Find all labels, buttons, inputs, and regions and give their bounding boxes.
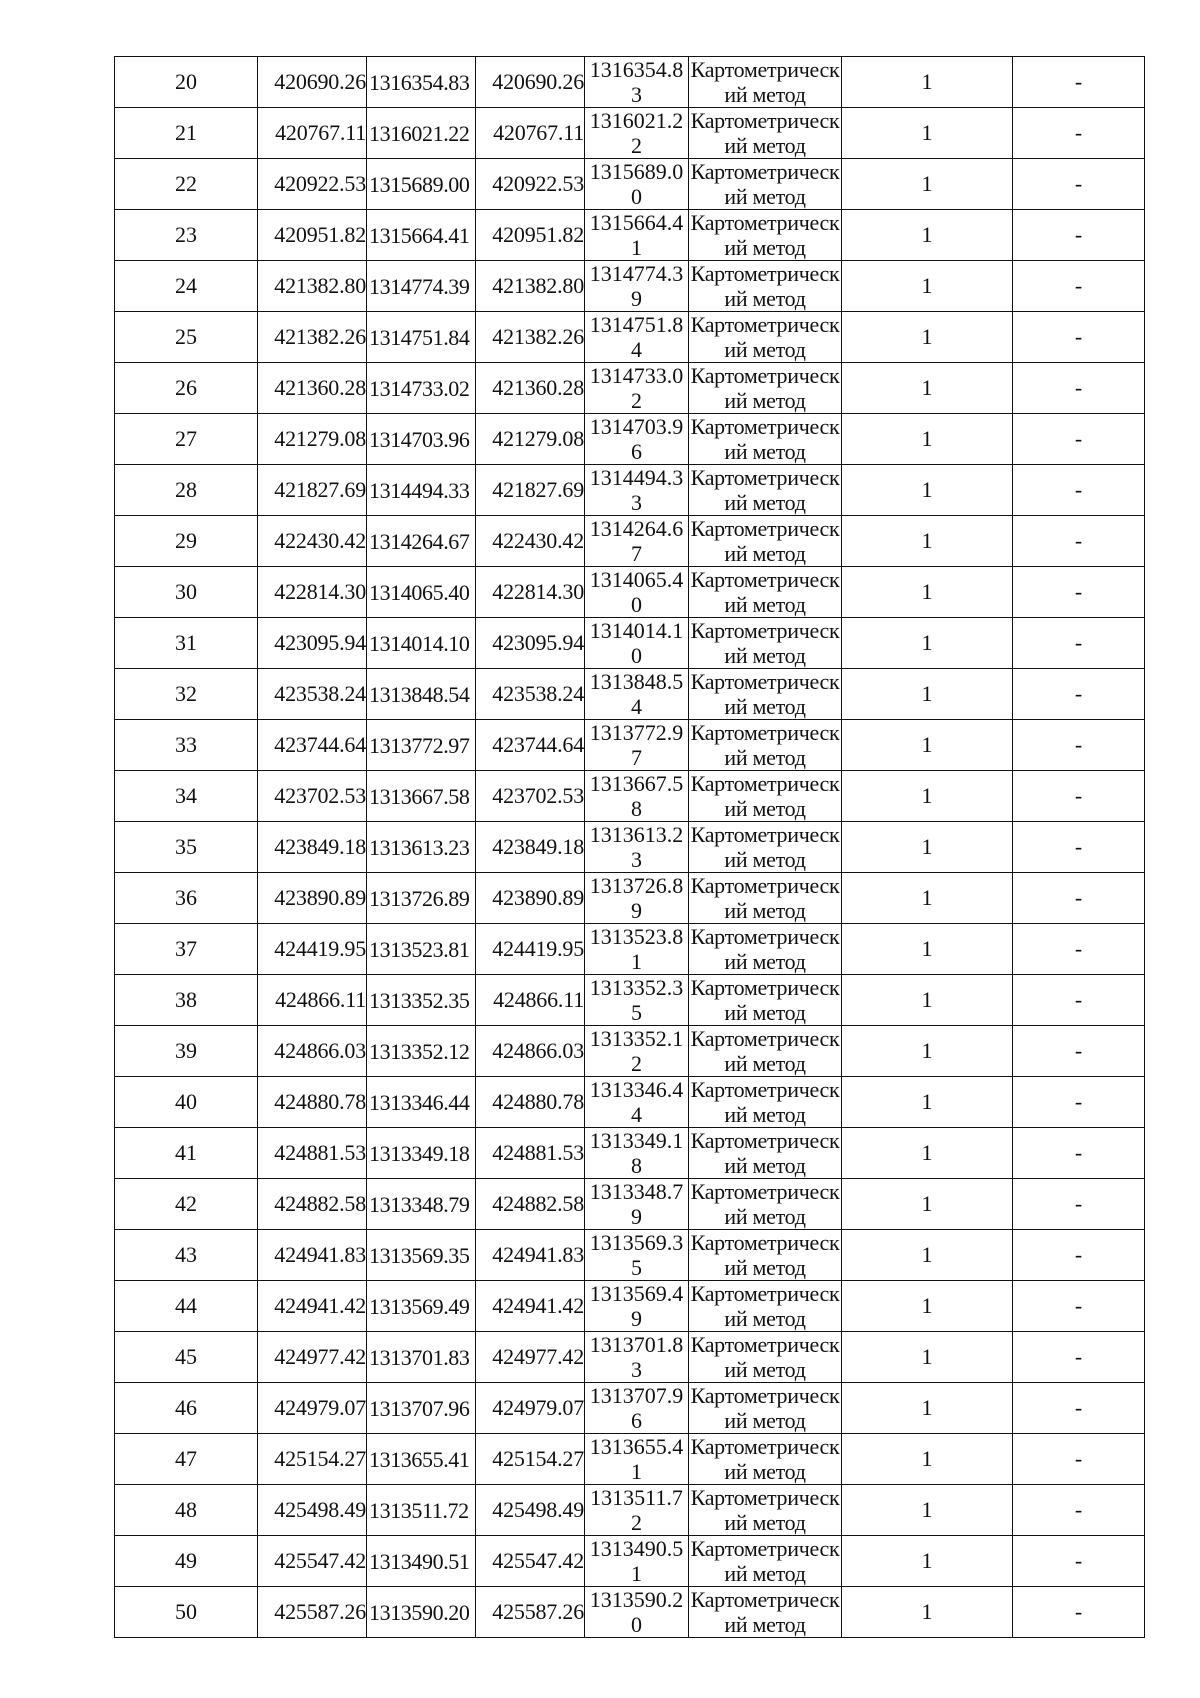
- specified-x-cell: 422430.42: [476, 516, 585, 567]
- table-row: [115, 1128, 1145, 1179]
- accuracy-cell: 1: [842, 1281, 1013, 1332]
- specified-y-cell: 1315689.00: [585, 159, 689, 210]
- note-cell: -: [1013, 108, 1145, 159]
- accuracy-cell: 1: [842, 1332, 1013, 1383]
- existing-y-cell: 1314264.67: [367, 516, 476, 567]
- existing-y-cell: 1313667.58: [367, 771, 476, 822]
- method-cell: Картометрический метод: [689, 1179, 842, 1230]
- existing-y-cell: 1314751.84: [367, 312, 476, 363]
- point-number-cell: 23: [115, 210, 258, 261]
- table-row: [115, 312, 1145, 363]
- table-row: [115, 720, 1145, 771]
- existing-y-cell: 1314733.02: [367, 363, 476, 414]
- existing-y-cell: 1316354.83: [367, 57, 476, 108]
- specified-y-cell: 1313667.58: [585, 771, 689, 822]
- existing-x-cell: 424979.07: [258, 1383, 367, 1434]
- point-number-cell: 29: [115, 516, 258, 567]
- point-number-cell: 33: [115, 720, 258, 771]
- point-number-cell: 28: [115, 465, 258, 516]
- point-number-cell: 20: [115, 57, 258, 108]
- existing-x-cell: 424866.11: [258, 975, 367, 1026]
- existing-y-cell: 1314494.33: [367, 465, 476, 516]
- specified-x-cell: 423702.53: [476, 771, 585, 822]
- method-cell: Картометрический метод: [689, 414, 842, 465]
- accuracy-cell: 1: [842, 312, 1013, 363]
- note-cell: -: [1013, 465, 1145, 516]
- method-cell: Картометрический метод: [689, 720, 842, 771]
- method-cell: Картометрический метод: [689, 1026, 842, 1077]
- existing-y-cell: 1314014.10: [367, 618, 476, 669]
- specified-x-cell: 424941.83: [476, 1230, 585, 1281]
- existing-x-cell: 423744.64: [258, 720, 367, 771]
- note-cell: -: [1013, 1077, 1145, 1128]
- method-cell: Картометрический метод: [689, 516, 842, 567]
- method-cell: Картометрический метод: [689, 312, 842, 363]
- point-number-cell: 26: [115, 363, 258, 414]
- note-cell: -: [1013, 1434, 1145, 1485]
- accuracy-cell: 1: [842, 159, 1013, 210]
- existing-y-cell: 1315689.00: [367, 159, 476, 210]
- specified-y-cell: 1313655.41: [585, 1434, 689, 1485]
- table-row: [115, 261, 1145, 312]
- method-cell: Картометрический метод: [689, 771, 842, 822]
- method-cell: Картометрический метод: [689, 1230, 842, 1281]
- existing-y-cell: 1313569.49: [367, 1281, 476, 1332]
- existing-x-cell: 421360.28: [258, 363, 367, 414]
- point-number-cell: 44: [115, 1281, 258, 1332]
- table-row: [115, 1536, 1145, 1587]
- existing-x-cell: 424880.78: [258, 1077, 367, 1128]
- note-cell: -: [1013, 618, 1145, 669]
- method-cell: Картометрический метод: [689, 1536, 842, 1587]
- specified-y-cell: 1314703.96: [585, 414, 689, 465]
- specified-y-cell: 1313352.12: [585, 1026, 689, 1077]
- table-row: [115, 210, 1145, 261]
- existing-y-cell: 1313613.23: [367, 822, 476, 873]
- specified-y-cell: 1313726.89: [585, 873, 689, 924]
- point-number-cell: 30: [115, 567, 258, 618]
- specified-y-cell: 1313349.18: [585, 1128, 689, 1179]
- existing-y-cell: 1313352.35: [367, 975, 476, 1026]
- specified-x-cell: 421360.28: [476, 363, 585, 414]
- specified-x-cell: 424881.53: [476, 1128, 585, 1179]
- accuracy-cell: 1: [842, 567, 1013, 618]
- note-cell: -: [1013, 1281, 1145, 1332]
- specified-y-cell: 1314733.02: [585, 363, 689, 414]
- existing-y-cell: 1314703.96: [367, 414, 476, 465]
- point-number-cell: 48: [115, 1485, 258, 1536]
- method-cell: Картометрический метод: [689, 261, 842, 312]
- point-number-cell: 38: [115, 975, 258, 1026]
- specified-x-cell: 423890.89: [476, 873, 585, 924]
- specified-y-cell: 1313707.96: [585, 1383, 689, 1434]
- accuracy-cell: 1: [842, 108, 1013, 159]
- point-number-cell: 40: [115, 1077, 258, 1128]
- specified-x-cell: 421279.08: [476, 414, 585, 465]
- table-row: [115, 465, 1145, 516]
- table-row: [115, 1026, 1145, 1077]
- note-cell: -: [1013, 567, 1145, 618]
- table-row: [115, 822, 1145, 873]
- accuracy-cell: 1: [842, 975, 1013, 1026]
- specified-x-cell: 420767.11: [476, 108, 585, 159]
- existing-y-cell: 1313569.35: [367, 1230, 476, 1281]
- table-row: [115, 1485, 1145, 1536]
- existing-x-cell: 423095.94: [258, 618, 367, 669]
- table-row: [115, 516, 1145, 567]
- specified-x-cell: 425587.26: [476, 1587, 585, 1638]
- point-number-cell: 43: [115, 1230, 258, 1281]
- method-cell: Картометрический метод: [689, 1281, 842, 1332]
- existing-x-cell: 424882.58: [258, 1179, 367, 1230]
- table-row: [115, 975, 1145, 1026]
- note-cell: -: [1013, 414, 1145, 465]
- accuracy-cell: 1: [842, 771, 1013, 822]
- note-cell: -: [1013, 771, 1145, 822]
- specified-y-cell: 1313701.83: [585, 1332, 689, 1383]
- existing-y-cell: 1313511.72: [367, 1485, 476, 1536]
- specified-x-cell: 421382.26: [476, 312, 585, 363]
- accuracy-cell: 1: [842, 516, 1013, 567]
- accuracy-cell: 1: [842, 720, 1013, 771]
- note-cell: -: [1013, 159, 1145, 210]
- point-number-cell: 39: [115, 1026, 258, 1077]
- method-cell: Картометрический метод: [689, 669, 842, 720]
- note-cell: -: [1013, 1230, 1145, 1281]
- accuracy-cell: 1: [842, 1383, 1013, 1434]
- existing-x-cell: 421827.69: [258, 465, 367, 516]
- specified-y-cell: 1313569.49: [585, 1281, 689, 1332]
- specified-y-cell: 1316354.83: [585, 57, 689, 108]
- specified-y-cell: 1316021.22: [585, 108, 689, 159]
- note-cell: -: [1013, 975, 1145, 1026]
- specified-x-cell: 421827.69: [476, 465, 585, 516]
- note-cell: -: [1013, 261, 1145, 312]
- specified-y-cell: 1315664.41: [585, 210, 689, 261]
- note-cell: -: [1013, 822, 1145, 873]
- existing-x-cell: 425498.49: [258, 1485, 367, 1536]
- table-row: [115, 1383, 1145, 1434]
- note-cell: -: [1013, 720, 1145, 771]
- accuracy-cell: 1: [842, 618, 1013, 669]
- existing-y-cell: 1314065.40: [367, 567, 476, 618]
- note-cell: -: [1013, 57, 1145, 108]
- specified-y-cell: 1313511.72: [585, 1485, 689, 1536]
- accuracy-cell: 1: [842, 1026, 1013, 1077]
- coordinates-table: [114, 56, 1145, 1638]
- method-cell: Картометрический метод: [689, 465, 842, 516]
- existing-x-cell: 423849.18: [258, 822, 367, 873]
- method-cell: Картометрический метод: [689, 1332, 842, 1383]
- specified-y-cell: 1314751.84: [585, 312, 689, 363]
- note-cell: -: [1013, 210, 1145, 261]
- table-body: [115, 57, 1145, 1638]
- specified-y-cell: 1313346.44: [585, 1077, 689, 1128]
- method-cell: Картометрический метод: [689, 108, 842, 159]
- method-cell: Картометрический метод: [689, 822, 842, 873]
- table-row: [115, 567, 1145, 618]
- existing-y-cell: 1313701.83: [367, 1332, 476, 1383]
- specified-y-cell: 1314494.33: [585, 465, 689, 516]
- method-cell: Картометрический метод: [689, 1077, 842, 1128]
- existing-x-cell: 424977.42: [258, 1332, 367, 1383]
- point-number-cell: 35: [115, 822, 258, 873]
- specified-y-cell: 1314774.39: [585, 261, 689, 312]
- specified-x-cell: 424941.42: [476, 1281, 585, 1332]
- note-cell: -: [1013, 1026, 1145, 1077]
- existing-y-cell: 1313523.81: [367, 924, 476, 975]
- method-cell: Картометрический метод: [689, 924, 842, 975]
- specified-y-cell: 1313569.35: [585, 1230, 689, 1281]
- existing-y-cell: 1313349.18: [367, 1128, 476, 1179]
- point-number-cell: 41: [115, 1128, 258, 1179]
- note-cell: -: [1013, 873, 1145, 924]
- accuracy-cell: 1: [842, 465, 1013, 516]
- specified-y-cell: 1313348.79: [585, 1179, 689, 1230]
- note-cell: -: [1013, 1179, 1145, 1230]
- specified-x-cell: 423095.94: [476, 618, 585, 669]
- existing-y-cell: 1313352.12: [367, 1026, 476, 1077]
- specified-x-cell: 425547.42: [476, 1536, 585, 1587]
- accuracy-cell: 1: [842, 210, 1013, 261]
- method-cell: Картометрический метод: [689, 57, 842, 108]
- table-row: [115, 57, 1145, 108]
- point-number-cell: 46: [115, 1383, 258, 1434]
- existing-y-cell: 1316021.22: [367, 108, 476, 159]
- existing-x-cell: 421382.26: [258, 312, 367, 363]
- method-cell: Картометрический метод: [689, 363, 842, 414]
- existing-x-cell: 423538.24: [258, 669, 367, 720]
- note-cell: -: [1013, 1485, 1145, 1536]
- table-row: [115, 363, 1145, 414]
- existing-y-cell: 1313707.96: [367, 1383, 476, 1434]
- existing-y-cell: 1313655.41: [367, 1434, 476, 1485]
- table-row: [115, 924, 1145, 975]
- table-row: [115, 1077, 1145, 1128]
- note-cell: -: [1013, 1587, 1145, 1638]
- specified-y-cell: 1313352.35: [585, 975, 689, 1026]
- specified-y-cell: 1313613.23: [585, 822, 689, 873]
- table-row: [115, 618, 1145, 669]
- point-number-cell: 37: [115, 924, 258, 975]
- existing-x-cell: 423890.89: [258, 873, 367, 924]
- specified-x-cell: 422814.30: [476, 567, 585, 618]
- accuracy-cell: 1: [842, 669, 1013, 720]
- table-row: [115, 1281, 1145, 1332]
- table-row: [115, 159, 1145, 210]
- note-cell: -: [1013, 363, 1145, 414]
- accuracy-cell: 1: [842, 414, 1013, 465]
- existing-x-cell: 424941.83: [258, 1230, 367, 1281]
- point-number-cell: 49: [115, 1536, 258, 1587]
- accuracy-cell: 1: [842, 822, 1013, 873]
- point-number-cell: 32: [115, 669, 258, 720]
- point-number-cell: 50: [115, 1587, 258, 1638]
- specified-x-cell: 424882.58: [476, 1179, 585, 1230]
- accuracy-cell: 1: [842, 1230, 1013, 1281]
- point-number-cell: 25: [115, 312, 258, 363]
- existing-x-cell: 420922.53: [258, 159, 367, 210]
- existing-x-cell: 421279.08: [258, 414, 367, 465]
- existing-x-cell: 425547.42: [258, 1536, 367, 1587]
- existing-x-cell: 421382.80: [258, 261, 367, 312]
- accuracy-cell: 1: [842, 1536, 1013, 1587]
- specified-y-cell: 1314264.67: [585, 516, 689, 567]
- table-row: [115, 1587, 1145, 1638]
- existing-x-cell: 424941.42: [258, 1281, 367, 1332]
- accuracy-cell: 1: [842, 1485, 1013, 1536]
- table-row: [115, 108, 1145, 159]
- point-number-cell: 27: [115, 414, 258, 465]
- specified-x-cell: 424866.11: [476, 975, 585, 1026]
- specified-y-cell: 1314065.40: [585, 567, 689, 618]
- point-number-cell: 21: [115, 108, 258, 159]
- method-cell: Картометрический метод: [689, 210, 842, 261]
- existing-y-cell: 1313346.44: [367, 1077, 476, 1128]
- accuracy-cell: 1: [842, 924, 1013, 975]
- note-cell: -: [1013, 1332, 1145, 1383]
- existing-y-cell: 1313848.54: [367, 669, 476, 720]
- note-cell: -: [1013, 669, 1145, 720]
- existing-x-cell: 422814.30: [258, 567, 367, 618]
- note-cell: -: [1013, 516, 1145, 567]
- table-row: [115, 1230, 1145, 1281]
- specified-x-cell: 423849.18: [476, 822, 585, 873]
- specified-x-cell: 425498.49: [476, 1485, 585, 1536]
- accuracy-cell: 1: [842, 1128, 1013, 1179]
- point-number-cell: 34: [115, 771, 258, 822]
- specified-x-cell: 425154.27: [476, 1434, 585, 1485]
- method-cell: Картометрический метод: [689, 1128, 842, 1179]
- specified-y-cell: 1314014.10: [585, 618, 689, 669]
- method-cell: Картометрический метод: [689, 159, 842, 210]
- note-cell: -: [1013, 924, 1145, 975]
- specified-x-cell: 421382.80: [476, 261, 585, 312]
- existing-x-cell: 420767.11: [258, 108, 367, 159]
- specified-x-cell: 423538.24: [476, 669, 585, 720]
- accuracy-cell: 1: [842, 57, 1013, 108]
- accuracy-cell: 1: [842, 363, 1013, 414]
- existing-x-cell: 424881.53: [258, 1128, 367, 1179]
- specified-y-cell: 1313490.51: [585, 1536, 689, 1587]
- method-cell: Картометрический метод: [689, 1383, 842, 1434]
- existing-x-cell: 420690.26: [258, 57, 367, 108]
- specified-x-cell: 424880.78: [476, 1077, 585, 1128]
- specified-y-cell: 1313772.97: [585, 720, 689, 771]
- existing-y-cell: 1315664.41: [367, 210, 476, 261]
- existing-y-cell: 1313772.97: [367, 720, 476, 771]
- specified-y-cell: 1313848.54: [585, 669, 689, 720]
- point-number-cell: 31: [115, 618, 258, 669]
- existing-y-cell: 1313726.89: [367, 873, 476, 924]
- specified-y-cell: 1313523.81: [585, 924, 689, 975]
- specified-x-cell: 420922.53: [476, 159, 585, 210]
- point-number-cell: 45: [115, 1332, 258, 1383]
- method-cell: Картометрический метод: [689, 567, 842, 618]
- accuracy-cell: 1: [842, 1077, 1013, 1128]
- point-number-cell: 42: [115, 1179, 258, 1230]
- method-cell: Картометрический метод: [689, 873, 842, 924]
- point-number-cell: 22: [115, 159, 258, 210]
- existing-x-cell: 424866.03: [258, 1026, 367, 1077]
- point-number-cell: 24: [115, 261, 258, 312]
- specified-x-cell: 423744.64: [476, 720, 585, 771]
- note-cell: -: [1013, 1383, 1145, 1434]
- existing-x-cell: 425154.27: [258, 1434, 367, 1485]
- method-cell: Картометрический метод: [689, 618, 842, 669]
- note-cell: -: [1013, 1536, 1145, 1587]
- existing-x-cell: 423702.53: [258, 771, 367, 822]
- method-cell: Картометрический метод: [689, 975, 842, 1026]
- table-row: [115, 873, 1145, 924]
- specified-x-cell: 424419.95: [476, 924, 585, 975]
- note-cell: -: [1013, 1128, 1145, 1179]
- specified-x-cell: 424979.07: [476, 1383, 585, 1434]
- table-row: [115, 669, 1145, 720]
- existing-x-cell: 422430.42: [258, 516, 367, 567]
- specified-y-cell: 1313590.20: [585, 1587, 689, 1638]
- table-row: [115, 771, 1145, 822]
- method-cell: Картометрический метод: [689, 1587, 842, 1638]
- table-row: [115, 1434, 1145, 1485]
- table-row: [115, 414, 1145, 465]
- specified-x-cell: 424866.03: [476, 1026, 585, 1077]
- accuracy-cell: 1: [842, 873, 1013, 924]
- specified-x-cell: 420951.82: [476, 210, 585, 261]
- table-row: [115, 1179, 1145, 1230]
- method-cell: Картометрический метод: [689, 1434, 842, 1485]
- point-number-cell: 36: [115, 873, 258, 924]
- specified-x-cell: 420690.26: [476, 57, 585, 108]
- existing-y-cell: 1313490.51: [367, 1536, 476, 1587]
- table-row: [115, 1332, 1145, 1383]
- method-cell: Картометрический метод: [689, 1485, 842, 1536]
- existing-x-cell: 420951.82: [258, 210, 367, 261]
- point-number-cell: 47: [115, 1434, 258, 1485]
- existing-y-cell: 1313348.79: [367, 1179, 476, 1230]
- accuracy-cell: 1: [842, 1179, 1013, 1230]
- existing-y-cell: 1314774.39: [367, 261, 476, 312]
- existing-x-cell: 425587.26: [258, 1587, 367, 1638]
- existing-x-cell: 424419.95: [258, 924, 367, 975]
- specified-x-cell: 424977.42: [476, 1332, 585, 1383]
- existing-y-cell: 1313590.20: [367, 1587, 476, 1638]
- accuracy-cell: 1: [842, 1587, 1013, 1638]
- accuracy-cell: 1: [842, 1434, 1013, 1485]
- note-cell: -: [1013, 312, 1145, 363]
- accuracy-cell: 1: [842, 261, 1013, 312]
